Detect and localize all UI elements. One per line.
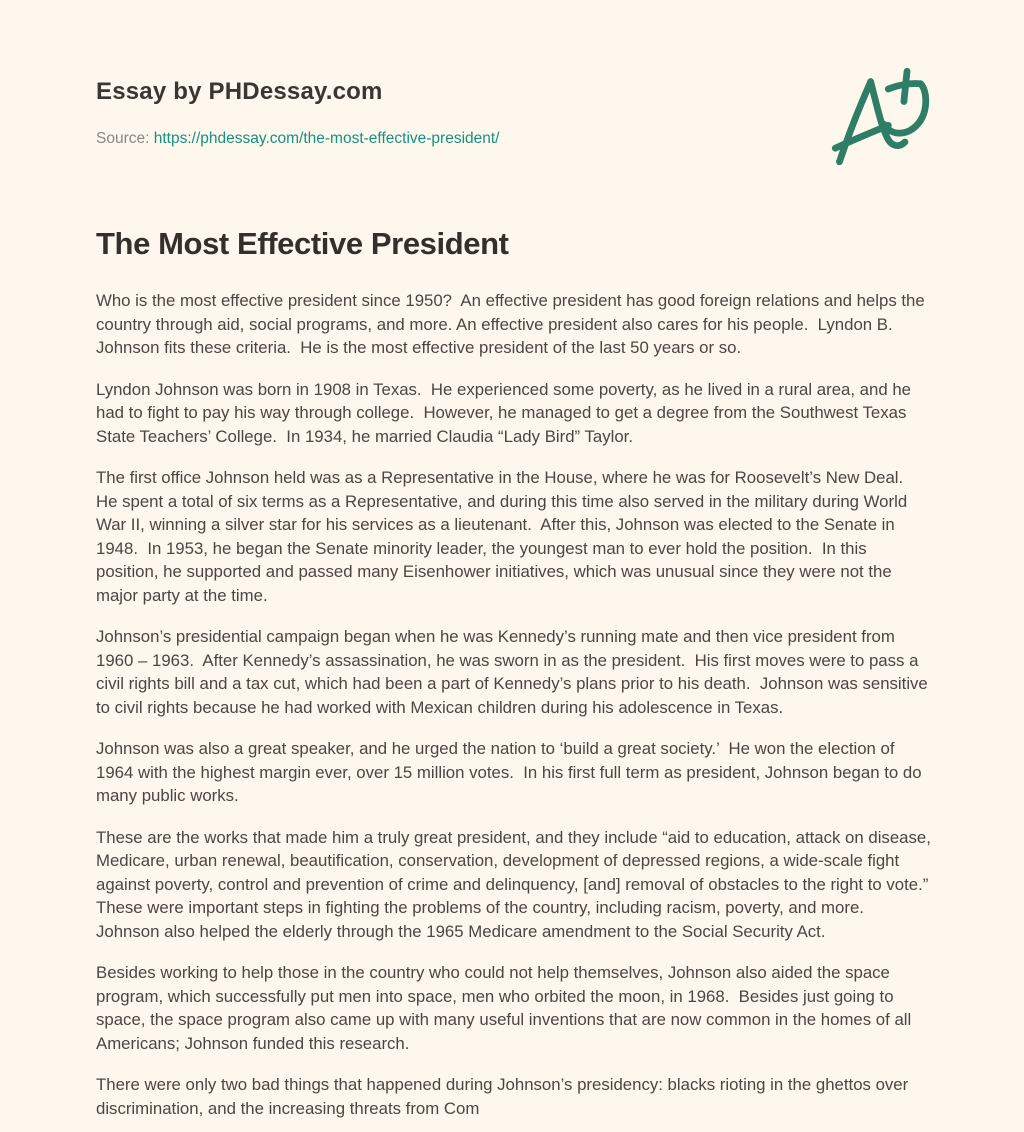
paragraph: Lyndon Johnson was born in 1908 in Texas. He experienced some poverty, as he lived in a rural area, and he had to fight to pay his way through college. However, he managed to get a degree from the Southwest Texas State Teachers’ College. In 1934, he married Claudia “Lady Bird” Taylor. bbox=[96, 379, 916, 446]
paragraph: Johnson was also a great speaker, and he urged the nation to ‘build a great society.’ He won the election of 1964 with the highest margin ever, over 15 million votes. In his first full term as president, Johnson began to do many public works. bbox=[96, 739, 927, 805]
essay-body bbox=[96, 289, 938, 1120]
a-plus-logo-icon bbox=[828, 62, 932, 170]
paragraph: These are the works that made him a truly great president, and they include “aid to education, attack on disease, Medicare, urban renewal, beautification, conservation, development of depressed regions, a wide-scale fight against poverty, control and prevention of crime and delinquency, [and] removal of obstacles to the right to vote.” These were important steps in fighting the problems of the country, including racism, poverty, and more. Johnson also helped the elderly through the 1965 Medicare amendment to the Social Security Act. bbox=[96, 827, 938, 941]
source-link[interactable]: https://phdessay.com/the-most-effective-president/ bbox=[153, 130, 500, 147]
paragraph: Who is the most effective president since 1950? An effective president has good foreign relations and helps the country through aid, social programs, and more. An effective president also cares for his people. Lyndon B. Johnson fits these criteria. He is the most effective president of the last 50 years or so. bbox=[96, 291, 930, 357]
source-label: Source: bbox=[96, 130, 150, 147]
source-line bbox=[96, 130, 928, 148]
paragraph: Besides working to help those in the country who could not help themselves, Johnson also aided the space program, which successfully put men into space, men who orbited the moon, in 1968. Besides just going to space, the space program also came up with many useful inventions that are now common in the homes of all Americans; Johnson funded this research. bbox=[96, 963, 916, 1053]
paragraph: Johnson’s presidential campaign began when he was Kennedy’s running mate and then vice president from 1960 – 1963. After Kennedy’s assassination, he was sworn in as the president. His first moves were to pass a civil rights bill and a tax cut, which had been a part of Kennedy’s plans prior to his death. Johnson was sensitive to civil rights because he had worked with Mexican children during his adolescence in Texas. bbox=[96, 627, 933, 717]
page-title: Essay by PHDessay.com bbox=[96, 78, 383, 105]
paragraph: The first office Johnson held was as a Representative in the House, where he was for Roosevelt’s New Deal. He spent a total of six terms as a Representative, and during this time also served in the military during World War II, winning a silver star for his services as a lieutenant. After this, Johnson was elected to the Senate in 1948. In 1953, he began the Senate minority leader, the youngest man to ever hold the position. In this position, he supported and passed many Eisenhower initiatives, which was unusual since they were not the major party at the time. bbox=[96, 468, 913, 605]
paragraph: There were only two bad things that happened during Johnson’s presidency: blacks rioting in the ghettos over discrimination, and the increasing threats from Com bbox=[96, 1075, 913, 1118]
essay-title: The Most Effective President bbox=[96, 226, 509, 261]
